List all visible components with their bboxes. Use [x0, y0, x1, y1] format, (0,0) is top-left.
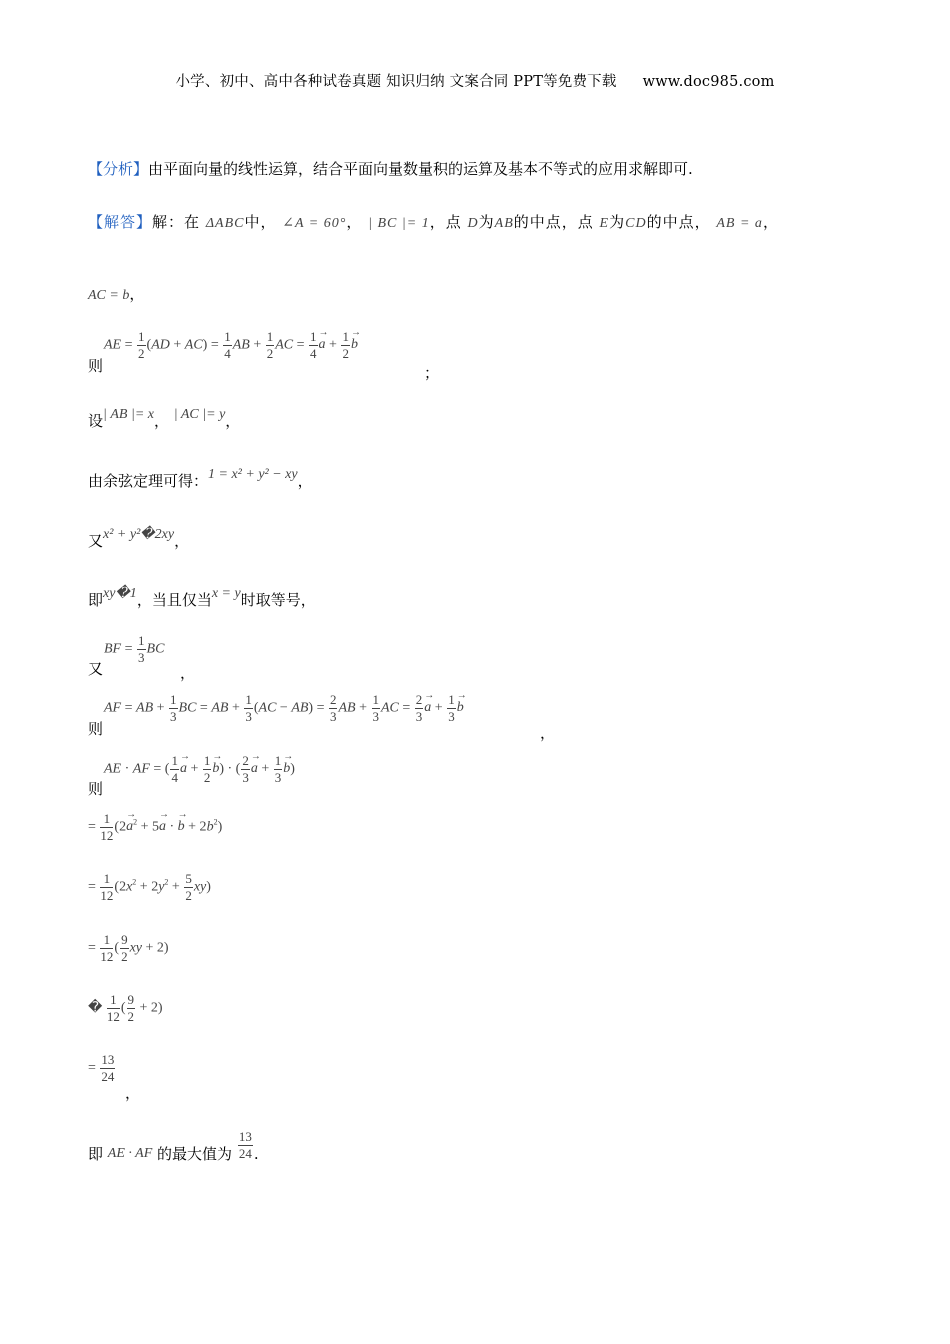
final-denominator: 24	[238, 1145, 252, 1161]
solution-line-cos	[88, 467, 313, 491]
final-fraction	[238, 1130, 253, 1160]
header-text: 小学、初中、高中各种试卷真题 知识归纳 文案合同 PPT等免费下载	[175, 74, 617, 90]
x-eq-y: x = y	[211, 586, 241, 601]
solution-tag: 【解答】	[88, 213, 153, 231]
comma-10: ，	[125, 1084, 141, 1102]
text-zhong: 中，	[244, 213, 277, 231]
page-header	[0, 70, 950, 91]
comma-8: ，	[180, 664, 196, 682]
comma-2: ，	[762, 213, 779, 231]
formula-step-4: � $\frac{1}{12}$ ( $\frac{9}{2}$ + 2)	[88, 992, 163, 1024]
text-dangqie: ，当且仅当	[136, 591, 212, 609]
ac-y: | AC |= y	[173, 407, 226, 422]
vector-ac-b: AC = b	[88, 288, 130, 303]
label-ji: 即	[88, 591, 104, 609]
solution-line-she	[88, 407, 241, 431]
cos-equation: 1 = x² + y² − xy	[208, 467, 298, 482]
text-midpoint-2: 的中点，	[646, 213, 711, 231]
solution-intro: 解：在	[152, 213, 201, 231]
text-midpoint: 的中点，点	[513, 213, 594, 231]
formula-step-1: = $\frac{1}{12}$ ($2\to a^2 + 5\to a$ · → $b + 2b^2$)	[88, 812, 222, 842]
semicolon: ；	[424, 364, 440, 382]
analysis-tag: 【分析】	[88, 160, 149, 178]
cos-text: 由余弦定理可得：	[88, 472, 209, 490]
label-ji-final: 即	[88, 1145, 104, 1164]
point-d: D	[467, 216, 479, 231]
formula-bf: BF = $\frac{1}{3}$ BC	[104, 633, 165, 665]
formula-step-5: = $\frac{13}{24}$	[88, 1052, 115, 1084]
solution-line-ineq	[88, 527, 190, 551]
analysis-text: 由平面向量的线性运算，结合平面向量数量积的运算及基本不等式的应用求解即可.	[148, 160, 693, 178]
final-period: .	[253, 1145, 259, 1164]
solution-line-2	[88, 283, 144, 304]
xy-bound: xy�1	[103, 586, 137, 601]
final-text: 的最大值为	[157, 1145, 233, 1164]
label-she: 设	[88, 412, 104, 430]
comma-6: ，	[297, 472, 313, 490]
formula-af: AF = AB + $\frac{1}{3}$ BC = AB + $\frac{1}{3}$ (AC − AB) = $\frac{2}{3}$ AB + $\frac{1}{3}$ AC = $\frac{2}{3}$ → a + $\frac{1}{3}$ → b	[104, 693, 464, 723]
formula-step-3: = $\frac{1}{12}$ ( $\frac{9}{2}$ xy + 2)	[88, 932, 169, 964]
final-expression: AE · AF	[107, 1146, 153, 1162]
comma-7: ，	[174, 532, 190, 550]
text-wei-2: 为	[609, 213, 626, 231]
segment-cd: CD	[625, 216, 647, 231]
comma-5: ，	[225, 412, 241, 430]
comma-9: ，	[540, 724, 556, 742]
analysis-line	[88, 158, 693, 179]
label-ze-2: 则	[88, 720, 104, 738]
formula-dot-product: AE · AF = ( $\frac{1}{4}$ → a + $\frac{1}{2}$ → b) · ( $\frac{2}{3}$ → a + $\frac{1}{3}$ → b)	[104, 754, 295, 784]
inequality: x² + y²�2xy	[103, 527, 175, 542]
text-dian: ，点	[429, 213, 462, 231]
solution-line-1	[88, 211, 779, 232]
final-line	[88, 1129, 259, 1170]
bc-length: | BC |= 1	[368, 216, 430, 231]
header-site: www.doc985.com	[642, 74, 775, 90]
ab-x: | AB |= x	[103, 407, 154, 422]
label-ze-3: 则	[88, 780, 104, 798]
point-e: E	[599, 216, 610, 231]
comma-4: ，	[153, 412, 169, 430]
label-you: 又	[88, 532, 104, 550]
vector-ab-a: AB = a	[716, 216, 763, 231]
label-ze-1: 则	[88, 357, 104, 375]
label-you-2: 又	[88, 660, 104, 678]
comma: ，	[346, 213, 363, 231]
formula-step-2: = $\frac{1}{12}$ ($2x^2 + 2y^2$ + $\frac{5}{2}$ xy)	[88, 871, 211, 903]
segment-ab: AB	[494, 216, 514, 231]
triangle-abc: ΔABC	[205, 216, 245, 231]
comma-3: ，	[129, 285, 145, 303]
final-numerator: 13	[238, 1129, 252, 1144]
angle-a: ∠A = 60°	[282, 216, 347, 231]
text-wei: 为	[478, 213, 495, 231]
text-equal: 时取等号，	[240, 591, 316, 609]
solution-line-xy	[88, 586, 316, 610]
formula-ae: AE = $\frac{1}{2}$ (AD + AC) = $\frac{1}{4}$ AB + $\frac{1}{2}$ AC = $\frac{1}{4}$ → a + $\frac{1}{2}$ → b	[104, 330, 358, 360]
